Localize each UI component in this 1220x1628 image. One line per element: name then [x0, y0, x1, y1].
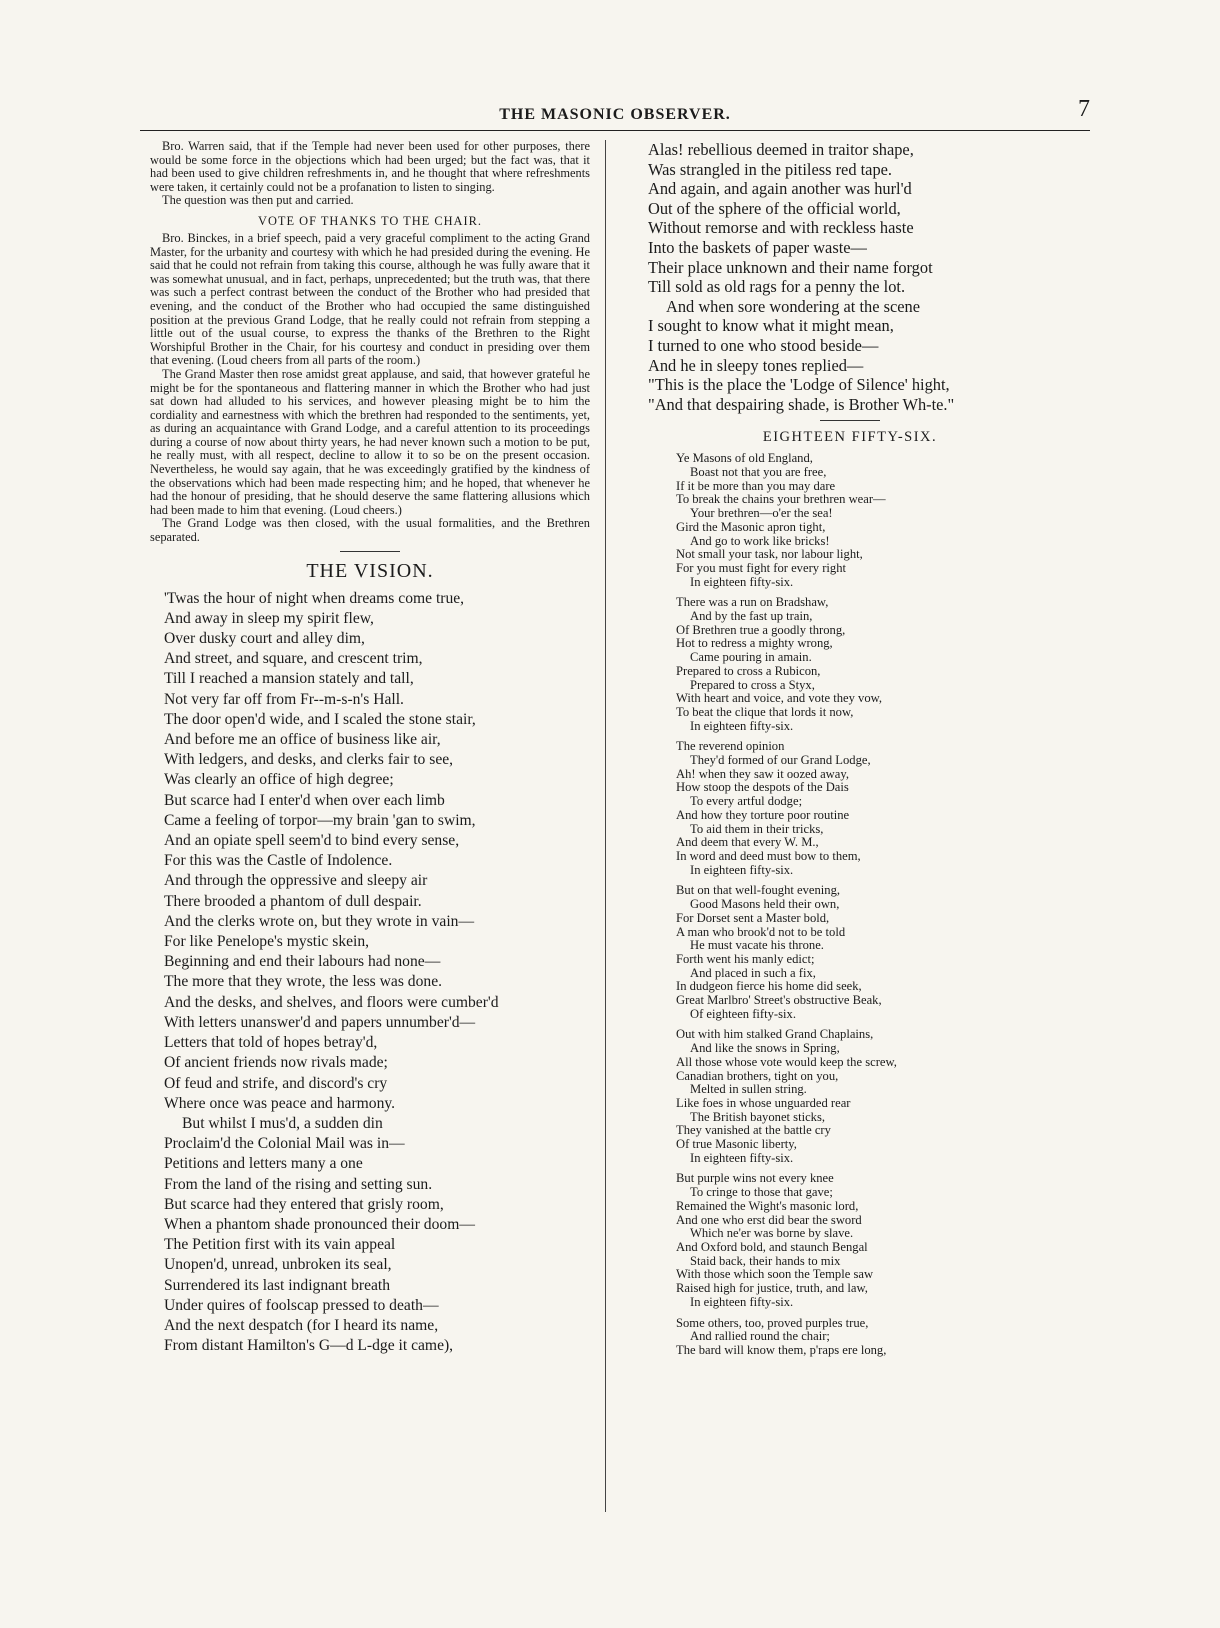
- poem-line: The British bayonet sticks,: [690, 1109, 826, 1124]
- poem-line: Their place unknown and their name forgot: [648, 257, 933, 277]
- poem-line: Into the baskets of paper waste—: [648, 237, 867, 257]
- poem-line: Of ancient friends now rivals made;: [164, 1054, 388, 1072]
- poem-line: And rallied round the chair;: [690, 1329, 830, 1344]
- poem-line: Surrendered its last indignant breath: [164, 1276, 391, 1294]
- poem-line: For this was the Castle of Indolence.: [164, 852, 393, 870]
- poem-line: And he in sleepy tones replied—: [648, 355, 864, 375]
- poem-line: And the desks, and shelves, and floors were cumber'd: [164, 993, 499, 1011]
- paragraph: Bro. Binckes, in a brief speech, paid a very graceful compliment to the acting Grand Master, for the urbanity and courtesy with which he had presided during the evening. He said that he could not refrain from taking this course, although he was fully aware that it was somewhat unusual, and in fact, perhaps, unprecedented; but the truth was, that there was such a perfect contrast between the conduct of the Brother who had presided that evening, and the conduct of the Brother who had occupied the same distinguished position at the previous Grand Lodge, that he really could not refrain from stepping a little out of the usual course, to express the thanks of the Brethren to the Right Worshipful Brother in the Chair, for his courtesy and conduct in presiding over them that evening. (Loud cheers from all parts of the room.): [150, 230, 590, 368]
- poem-line: Prepared to cross a Rubicon,: [676, 663, 821, 678]
- poem-line: But whilst I mus'd, a sudden din: [182, 1114, 383, 1132]
- stanza: [676, 596, 1060, 733]
- poem-line: Petitions and letters many a one: [164, 1155, 363, 1173]
- poem-line: Remained the Wight's masonic lord,: [676, 1198, 859, 1213]
- poem-line: "This is the place the 'Lodge of Silence' hight,: [648, 375, 950, 395]
- poem-line: The reverend opinion: [676, 739, 785, 754]
- poem-line: With letters unanswer'd and papers unnumber'd—: [164, 1013, 476, 1031]
- poem-line: And go to work like bricks!: [690, 533, 830, 548]
- poem-line: Some others, too, proved purples true,: [676, 1315, 869, 1330]
- poem-line: To aid them in their tricks,: [690, 821, 824, 836]
- poem-line: If it be more than you may dare: [676, 478, 836, 493]
- poem-line: With ledgers, and desks, and clerks fair to see,: [164, 751, 454, 769]
- poem-line: Where once was peace and harmony.: [164, 1094, 396, 1112]
- poem-line: And again, and again another was hurl'd: [648, 179, 912, 199]
- poem-line: Gird the Masonic apron tight,: [676, 519, 826, 534]
- poem-line: With heart and voice, and vote they vow,: [676, 691, 883, 706]
- poem-line: Melted in sullen string.: [690, 1082, 807, 1097]
- poem-line: And placed in such a fix,: [690, 965, 816, 980]
- poem-line: 'Twas the hour of night when dreams come true,: [164, 589, 465, 607]
- poem-line: With those which soon the Temple saw: [676, 1267, 874, 1282]
- poem-line: I sought to know what it might mean,: [648, 316, 894, 336]
- poem-line: From the land of the rising and setting sun.: [164, 1175, 433, 1193]
- poem-line: Unopen'd, unread, unbroken its seal,: [164, 1256, 392, 1274]
- divider: [820, 420, 880, 421]
- poem-line: For you must fight for every right: [676, 560, 846, 575]
- poem-line: They vanished at the battle cry: [676, 1123, 831, 1138]
- poem-line: The more that they wrote, the less was done.: [164, 973, 443, 991]
- right-column: [640, 140, 1060, 1365]
- poem-line: Raised high for justice, truth, and law,: [676, 1281, 868, 1296]
- poem-line: To every artful dodge;: [690, 794, 803, 809]
- paragraph: Bro. Warren said, that if the Temple had never been used for other purposes, there would be some force in the objections which had been urged; but the fact was, that it had been used to give children refreshments in, and he thought that where refreshments were taken, it certainly could not be a profanation to listen to singing.: [150, 139, 590, 194]
- poem-line: From distant Hamilton's G—d L-dge it came),: [164, 1337, 454, 1355]
- poem-line: And through the oppressive and sleepy air: [164, 872, 428, 890]
- poem-line: Was strangled in the pitiless red tape.: [648, 159, 893, 179]
- poem-line: Not very far off from Fr--m-s-n's Hall.: [164, 690, 404, 708]
- poem-line: And an opiate spell seem'd to bind every sense,: [164, 832, 460, 850]
- poem-line: Good Masons held their own,: [690, 897, 840, 912]
- poem-line: Great Marlbro' Street's obstructive Beak,: [676, 993, 882, 1008]
- poem-line: Not small your task, nor labour light,: [676, 547, 863, 562]
- poem-line: When a phantom shade pronounced their doom—: [164, 1215, 475, 1233]
- poem-line: And when sore wondering at the scene: [666, 296, 920, 316]
- poem-line: Of eighteen fifty-six.: [690, 1006, 796, 1021]
- poem-line: They'd formed of our Grand Lodge,: [690, 753, 871, 768]
- poem-the-vision-continued: [648, 140, 1060, 414]
- page-number: 7: [1078, 96, 1090, 122]
- poem-line: All those whose vote would keep the screw,: [676, 1054, 897, 1069]
- poem-line: Canadian brothers, tight on you,: [676, 1068, 839, 1083]
- poem-line: In eighteen fifty-six.: [690, 1294, 794, 1309]
- poem-line: For like Penelope's mystic skein,: [164, 933, 370, 951]
- poem-line: There was a run on Bradshaw,: [676, 595, 829, 610]
- poem-line: The Petition first with its vain appeal: [164, 1236, 396, 1254]
- poem-line: A man who brook'd not to be told: [676, 924, 846, 939]
- poem-line: In word and deed must bow to them,: [676, 849, 861, 863]
- poem-the-vision: [164, 589, 590, 1357]
- poem-line: But scarce had they entered that grisly room,: [164, 1195, 444, 1213]
- poem-line: Till sold as old rags for a penny the lot.: [648, 277, 906, 297]
- poem-line: Out of the sphere of the official world,: [648, 198, 901, 218]
- poem-line: Staid back, their hands to mix: [690, 1253, 841, 1268]
- poem-line: Like foes in whose unguarded rear: [676, 1095, 851, 1110]
- poem-line: Letters that told of hopes betray'd,: [164, 1034, 378, 1052]
- poem-line: And how they torture poor routine: [676, 807, 850, 822]
- poem-line: But scarce had I enter'd when over each limb: [164, 791, 445, 809]
- poem-line: Forth went his manly edict;: [676, 951, 815, 966]
- poem-line: Out with him stalked Grand Chaplains,: [676, 1027, 874, 1042]
- poem-line: Came pouring in amain.: [690, 650, 812, 665]
- poem-line: Ah! when they saw it oozed away,: [676, 766, 849, 781]
- poem-line: Till I reached a mansion stately and tall,: [164, 670, 414, 688]
- poem-line: How stoop the despots of the Dais: [676, 780, 849, 795]
- poem-line: And the next despatch (for I heard its name,: [164, 1316, 439, 1334]
- poem-line: Your brethren—o'er the sea!: [690, 506, 833, 521]
- masthead-title: THE MASONIC OBSERVER.: [499, 106, 731, 123]
- poem-line: Proclaim'd the Colonial Mail was in—: [164, 1135, 405, 1153]
- poem-line: Of true Masonic liberty,: [676, 1137, 797, 1152]
- poem-line: And like the snows in Spring,: [690, 1041, 840, 1056]
- poem-line: And the clerks wrote on, but they wrote in vain—: [164, 912, 475, 930]
- poem-line: And Oxford bold, and staunch Bengal: [676, 1239, 868, 1254]
- left-column: [150, 140, 590, 1356]
- stanza: [676, 1172, 1060, 1309]
- poem-line: I turned to one who stood beside—: [648, 335, 879, 355]
- poem-line: Of feud and strife, and discord's cry: [164, 1074, 388, 1092]
- poem-line: Under quires of foolscap pressed to death—: [164, 1296, 439, 1314]
- poem-line: Hot to redress a mighty wrong,: [676, 636, 833, 651]
- section-heading: VOTE OF THANKS TO THE CHAIR.: [258, 213, 482, 228]
- poem-line: For Dorset sent a Master bold,: [676, 910, 830, 925]
- poem-line: But purple wins not every knee: [676, 1171, 834, 1186]
- poem-line: And away in sleep my spirit flew,: [164, 609, 374, 627]
- poem-title: EIGHTEEN FIFTY-SIX.: [762, 429, 938, 446]
- poem-line: "And that despairing shade, is Brother Wh-te.": [648, 394, 955, 414]
- poem-line: And by the fast up train,: [690, 609, 813, 624]
- poem-line: In dudgeon fierce his home did seek,: [676, 979, 862, 994]
- paragraph: The Grand Lodge was then closed, with the usual formalities, and the Brethren separated.: [150, 516, 590, 545]
- poem-line: In eighteen fifty-six.: [690, 862, 794, 877]
- poem-line: There brooded a phantom of dull despair.: [164, 892, 422, 910]
- stanza: [676, 1028, 1060, 1165]
- poem-title: THE VISION.: [306, 559, 434, 582]
- stanza: [676, 1317, 1060, 1358]
- stanza: [676, 452, 1060, 589]
- poem-line: Came a feeling of torpor—my brain 'gan to swim,: [164, 811, 476, 829]
- poem-line: And before me an office of business like air,: [164, 731, 441, 749]
- poem-line: But on that well-fought evening,: [676, 883, 841, 898]
- stanza: [676, 740, 1060, 877]
- divider: [340, 551, 400, 552]
- poem-line: He must vacate his throne.: [690, 938, 824, 953]
- poem-line: Without remorse and with reckless haste: [648, 218, 914, 238]
- poem-line: And one who erst did bear the sword: [676, 1212, 862, 1227]
- poem-line: Was clearly an office of high degree;: [164, 771, 394, 789]
- poem-line: To cringe to those that gave;: [690, 1185, 833, 1200]
- poem-line: Prepared to cross a Styx,: [690, 677, 815, 692]
- poem-line: Boast not that you are free,: [690, 465, 827, 480]
- poem-line: And deem that every W. M.,: [676, 835, 819, 850]
- page-header: [140, 96, 1090, 131]
- poem-line: In eighteen fifty-six.: [690, 574, 794, 589]
- stanza: [676, 884, 1060, 1021]
- poem-line: Beginning and end their labours had none—: [164, 953, 441, 971]
- poem-line: And street, and square, and crescent trim,: [164, 650, 423, 668]
- poem-line: Over dusky court and alley dim,: [164, 630, 365, 648]
- poem-line: To beat the clique that lords it now,: [676, 704, 854, 719]
- paragraph: The question was then put and carried.: [162, 193, 354, 208]
- poem-eighteen-fifty-six: [676, 452, 1060, 1357]
- poem-line: Which ne'er was borne by slave.: [690, 1226, 854, 1241]
- poem-line: The door open'd wide, and I scaled the stone stair,: [164, 710, 476, 728]
- poem-line: In eighteen fifty-six.: [690, 718, 794, 733]
- poem-line: The bard will know them, p'raps ere long,: [676, 1342, 887, 1357]
- paragraph: The Grand Master then rose amidst great applause, and said, that however grateful he might be for the spontaneous and flattering manner in which the Brother who had just sat down had alluded to his services, and however pleasing might be to him the cordiality and earnestness with which the brethren had responded to the sentiments, yet, as during an acquaintance with Grand Lodge, and a careful attention to its proceedings during a course of now about thirty years, he had never known such a motion to be put, he really must, with all respect, decline to allow it to so be on the present occasion. Nevertheless, he would say again, that he was exceedingly gratified by the kindness of the observations which had been made respecting him; and he hoped, that whenever he had the honour of presiding, that he should deserve the same flattering allusions which had been made to him that evening. (Loud cheers.): [150, 366, 590, 517]
- poem-line: Ye Masons of old England,: [676, 451, 813, 466]
- poem-line: In eighteen fifty-six.: [690, 1150, 794, 1165]
- poem-line: Of Brethren true a goodly throng,: [676, 622, 846, 637]
- column-divider: [605, 140, 606, 1512]
- poem-line: Alas! rebellious deemed in traitor shape,: [648, 140, 914, 159]
- poem-line: To break the chains your brethren wear—: [676, 492, 886, 507]
